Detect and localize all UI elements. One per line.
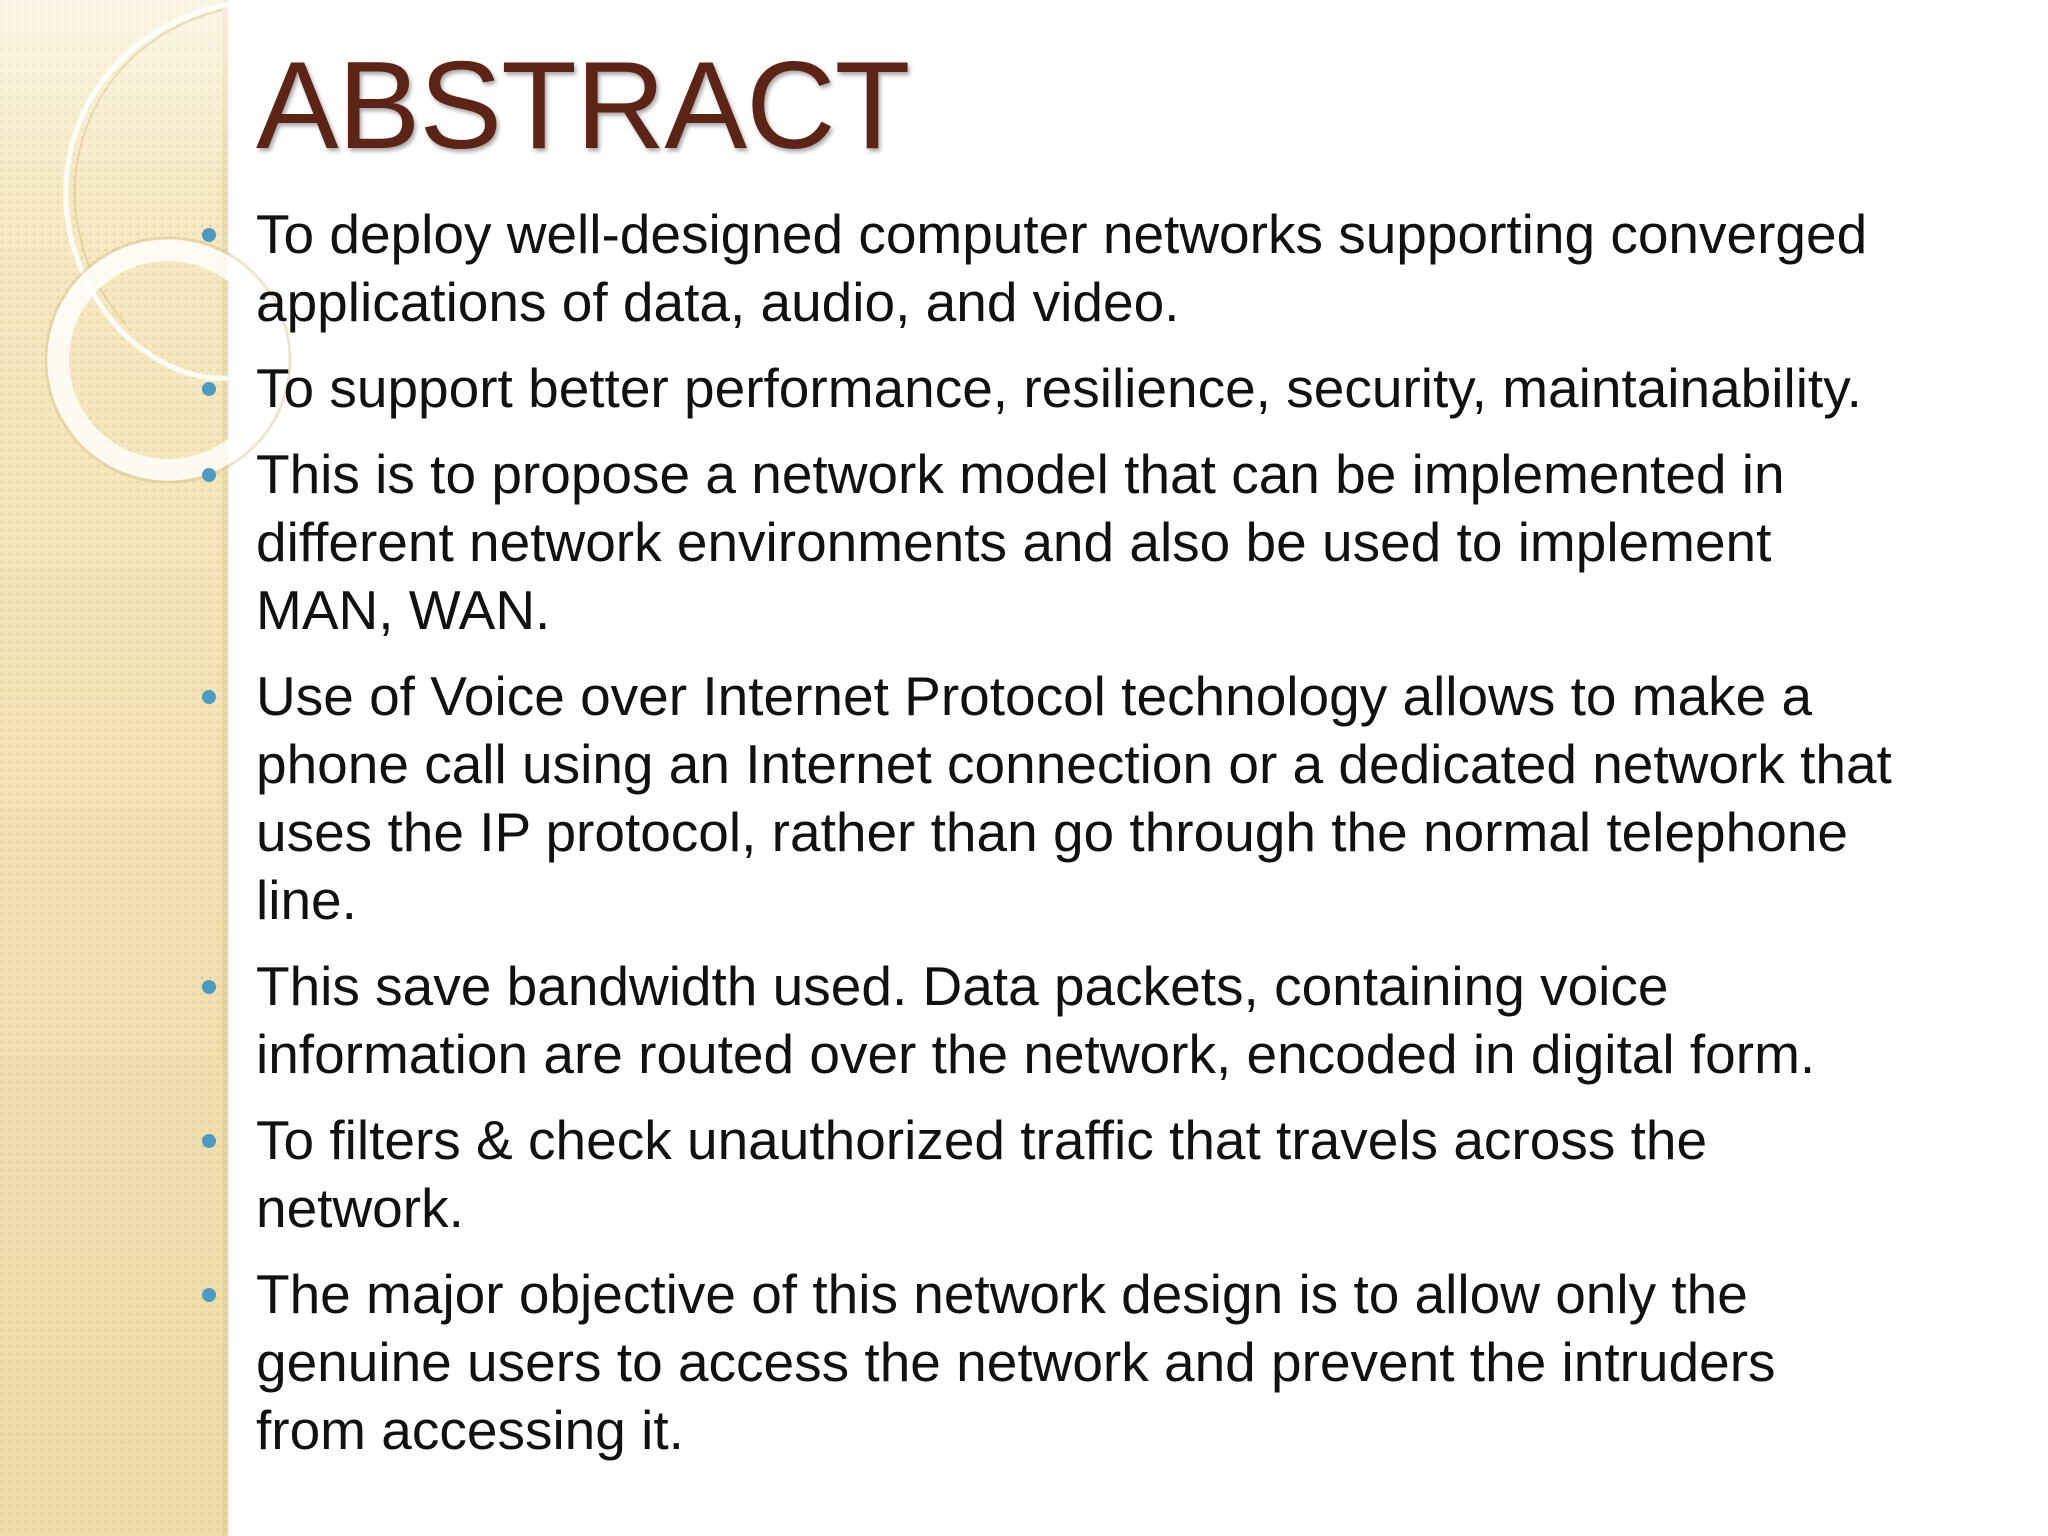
bullet-item: [256, 662, 1896, 934]
bullet-text: To deploy well-designed computer networks supporting converged applications of data, audio, and video.: [256, 203, 1868, 333]
bullet-dot-icon: [202, 1288, 216, 1302]
bullet-item: [256, 200, 1896, 336]
slide-title: ABSTRACT: [256, 37, 910, 175]
bullet-dot-icon: [202, 468, 216, 482]
bullet-item: [256, 952, 1896, 1088]
bullet-text: The major objective of this network design is to allow only the genuine users to access the network and prevent the intruders from accessing it.: [256, 1263, 1776, 1461]
bullet-item: [256, 1106, 1896, 1242]
bullet-dot-icon: [202, 690, 216, 704]
bullet-dot-icon: [202, 228, 216, 242]
bullet-text: This is to propose a network model that can be implemented in different network environments and also be used to implement MAN, WAN.: [256, 443, 1785, 641]
bullet-text: This save bandwidth used. Data packets, containing voice information are routed over the network, encoded in digital form.: [256, 955, 1816, 1085]
bullet-item: [256, 440, 1896, 644]
decorative-side-band: [0, 0, 228, 1536]
bullet-item: [256, 1260, 1896, 1464]
bullet-item: [256, 354, 1896, 422]
bullet-dot-icon: [202, 382, 216, 396]
bullet-text: To filters & check unauthorized traffic that travels across the network.: [256, 1109, 1708, 1239]
bullet-text: To support better performance, resilience, security, maintainability.: [256, 357, 1862, 419]
bullet-dot-icon: [202, 1134, 216, 1148]
bullet-text: Use of Voice over Internet Protocol technology allows to make a phone call using an Internet connection or a dedicated network that uses the IP protocol, rather than go through the normal telephone line.: [256, 665, 1892, 931]
side-band-edge: [222, 0, 232, 1536]
bullet-list: [256, 200, 1896, 1482]
bullet-dot-icon: [202, 980, 216, 994]
side-band-top-fade: [0, 0, 232, 190]
